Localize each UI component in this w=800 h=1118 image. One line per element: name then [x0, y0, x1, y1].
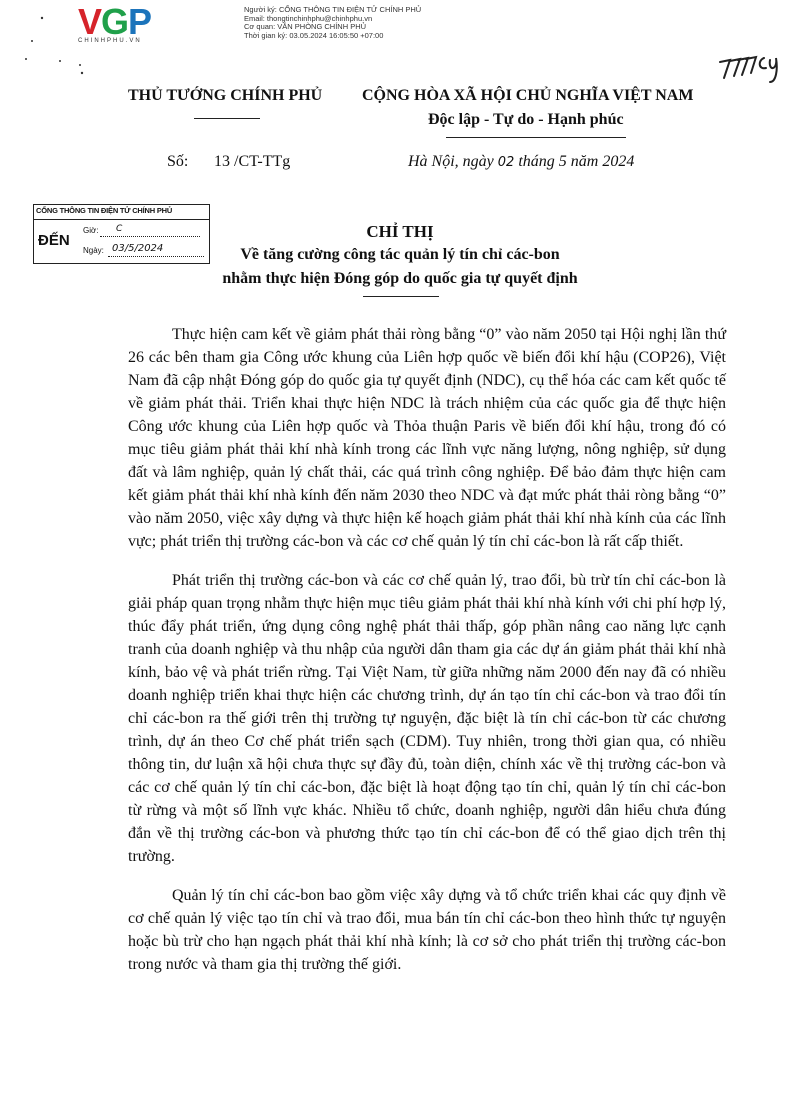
title-underline [363, 296, 439, 297]
signature-email: Email: thongtinchinhphu@chinhphu.vn [244, 13, 373, 23]
place-date [408, 153, 634, 171]
issuer-underline [194, 118, 260, 119]
document-number-label: Số: [167, 153, 189, 170]
place-date-suffix: tháng 5 năm 2024 [518, 153, 635, 170]
issuer-name: THỦ TƯỚNG CHÍNH PHỦ [128, 87, 323, 104]
document-subtitle-line2: nhằm thực hiện Đóng góp do quốc gia tự quyết định [222, 270, 578, 287]
stamp-hour-label: Giờ: [83, 226, 99, 235]
document-body [128, 323, 726, 992]
stamp-date-value: 03/5/2024 [112, 243, 164, 254]
signature-agency: Cơ quan: VĂN PHÒNG CHÍNH PHỦ [244, 22, 367, 32]
stamp-date-label: Ngày: [83, 246, 104, 255]
stamp-den: ĐẾN [38, 232, 70, 249]
document-subtitle-line1: Về tăng cường công tác quản lý tín chỉ các-bon [240, 246, 560, 263]
handwritten-mark [716, 48, 786, 84]
logo-letter-v: V [78, 1, 102, 42]
nation-name: CỘNG HÒA XÃ HỘI CHỦ NGHĨA VIỆT NAM [362, 87, 694, 104]
body-paragraph: Quản lý tín chỉ các-bon bao gồm việc xây dựng và tổ chức triển khai các quy định về cơ chế quản lý việc tạo tín chỉ và trao đổi, mua bán tín chỉ các-bon theo hình thức tự nguyện hoặc bù trừ cho hạn ngạch phát thải khí nhà kính; là cơ sở cho phát triển thị trường các-bon trong nước và tham gia thị trường thế giới. [128, 887, 726, 973]
stamp-divider [33, 219, 210, 220]
logo-letter-p: P [128, 1, 152, 42]
signature-time: Thời gian ký: 03.05.2024 16:05:50 +07:00 [244, 30, 384, 40]
stamp-title: CỔNG THÔNG TIN ĐIỆN TỬ CHÍNH PHỦ [36, 206, 173, 215]
stamp-hour-value: C [116, 224, 123, 234]
signature-signer: Người ký: CỔNG THÔNG TIN ĐIỆN TỬ CHÍNH PHỦ [244, 5, 422, 14]
motto-underline [446, 137, 626, 138]
body-paragraph: Phát triển thị trường các-bon và các cơ chế quản lý, trao đổi, bù trừ tín chỉ các-bon là giải pháp quan trọng nhằm thực hiện mục tiêu giảm phát thải khí nhà kính với chi phí hợp lý, thúc đẩy phát triển, ứng dụng công nghệ phát thải thấp, góp phần nâng cao năng lực cạnh tranh của doanh nghiệp và thu nhập của người dân tham gia các dự án giảm phát thải khí nhà kính, bảo vệ và phát triển rừng. Tại Việt Nam, từ giữa những năm 2000 đến nay đã có nhiều doanh nghiệp triển khai thực hiện các chương trình, dự án tạo tín chỉ các-bon và trao đổi tín chỉ các-bon ra thế giới trên thị trường tự nguyện, đặc biệt là tín chỉ các-bon từ các chương trình, dự án theo Cơ chế phát triển sạch (CDM). Tuy nhiên, trong thời gian qua, có nhiều thông tin, dư luận xã hội chưa thực sự đầy đủ, toàn diện, chính xác về thị trường các-bon và các cơ chế quản lý tín chỉ các-bon, đặc biệt là hoạt động tạo tín chỉ, quản lý tín chỉ các-bon từ rừng và một số lĩnh vực khác. Nhiều tổ chức, doanh nghiệp, người dân hiểu chưa đúng đắn về thị trường các-bon và phương thức tạo tín chỉ các-bon để có thể giao dịch trên thị trường. [128, 572, 726, 865]
place-date-prefix: Hà Nội, ngày [408, 153, 494, 170]
body-paragraph: Thực hiện cam kết về giảm phát thải ròng bằng “0” vào năm 2050 tại Hội nghị lần thứ 26 các bên tham gia Công ước khung của Liên hợp quốc về biến đổi khí hậu (COP26), Việt Nam đã cập nhật Đóng góp do quốc gia tự quyết định (NDC), cụ thể hóa các cam kết quốc tế về giảm phát thải. Triển khai thực hiện NDC là trách nhiệm của các quốc gia để thực hiện Công ước khung của Liên hợp quốc và Thỏa thuận Paris về biến đổi khí hậu, trong đó có mục tiêu giảm phát thải khí nhà kính trong các lĩnh vực năng lượng, nông nghiệp, sử dụng đất và lâm nghiệp, quản lý chất thải, các quá trình công nghiệp. Để bảo đảm thực hiện cam kết giảm phát thải khí nhà kính đến năm 2030 theo NDC và đạt mức phát thải ròng bằng “0” vào năm 2050, việc xây dựng và thực hiện kế hoạch giảm phát thải khí nhà kính của các lĩnh vực; phát triển thị trường các-bon và các cơ chế quản lý tín chỉ các-bon là rất cấp thiết. [128, 326, 726, 550]
document-number: 13 /CT-TTg [214, 153, 291, 170]
place-date-day: 02 [497, 155, 515, 170]
document-title: CHỈ THỊ [366, 222, 434, 241]
digital-signature-block [244, 6, 421, 40]
logo-subtitle: CHINHPHU.VN [78, 38, 142, 44]
national-motto: Độc lập - Tự do - Hạnh phúc [428, 111, 624, 128]
logo-letter-g: G [101, 1, 129, 42]
